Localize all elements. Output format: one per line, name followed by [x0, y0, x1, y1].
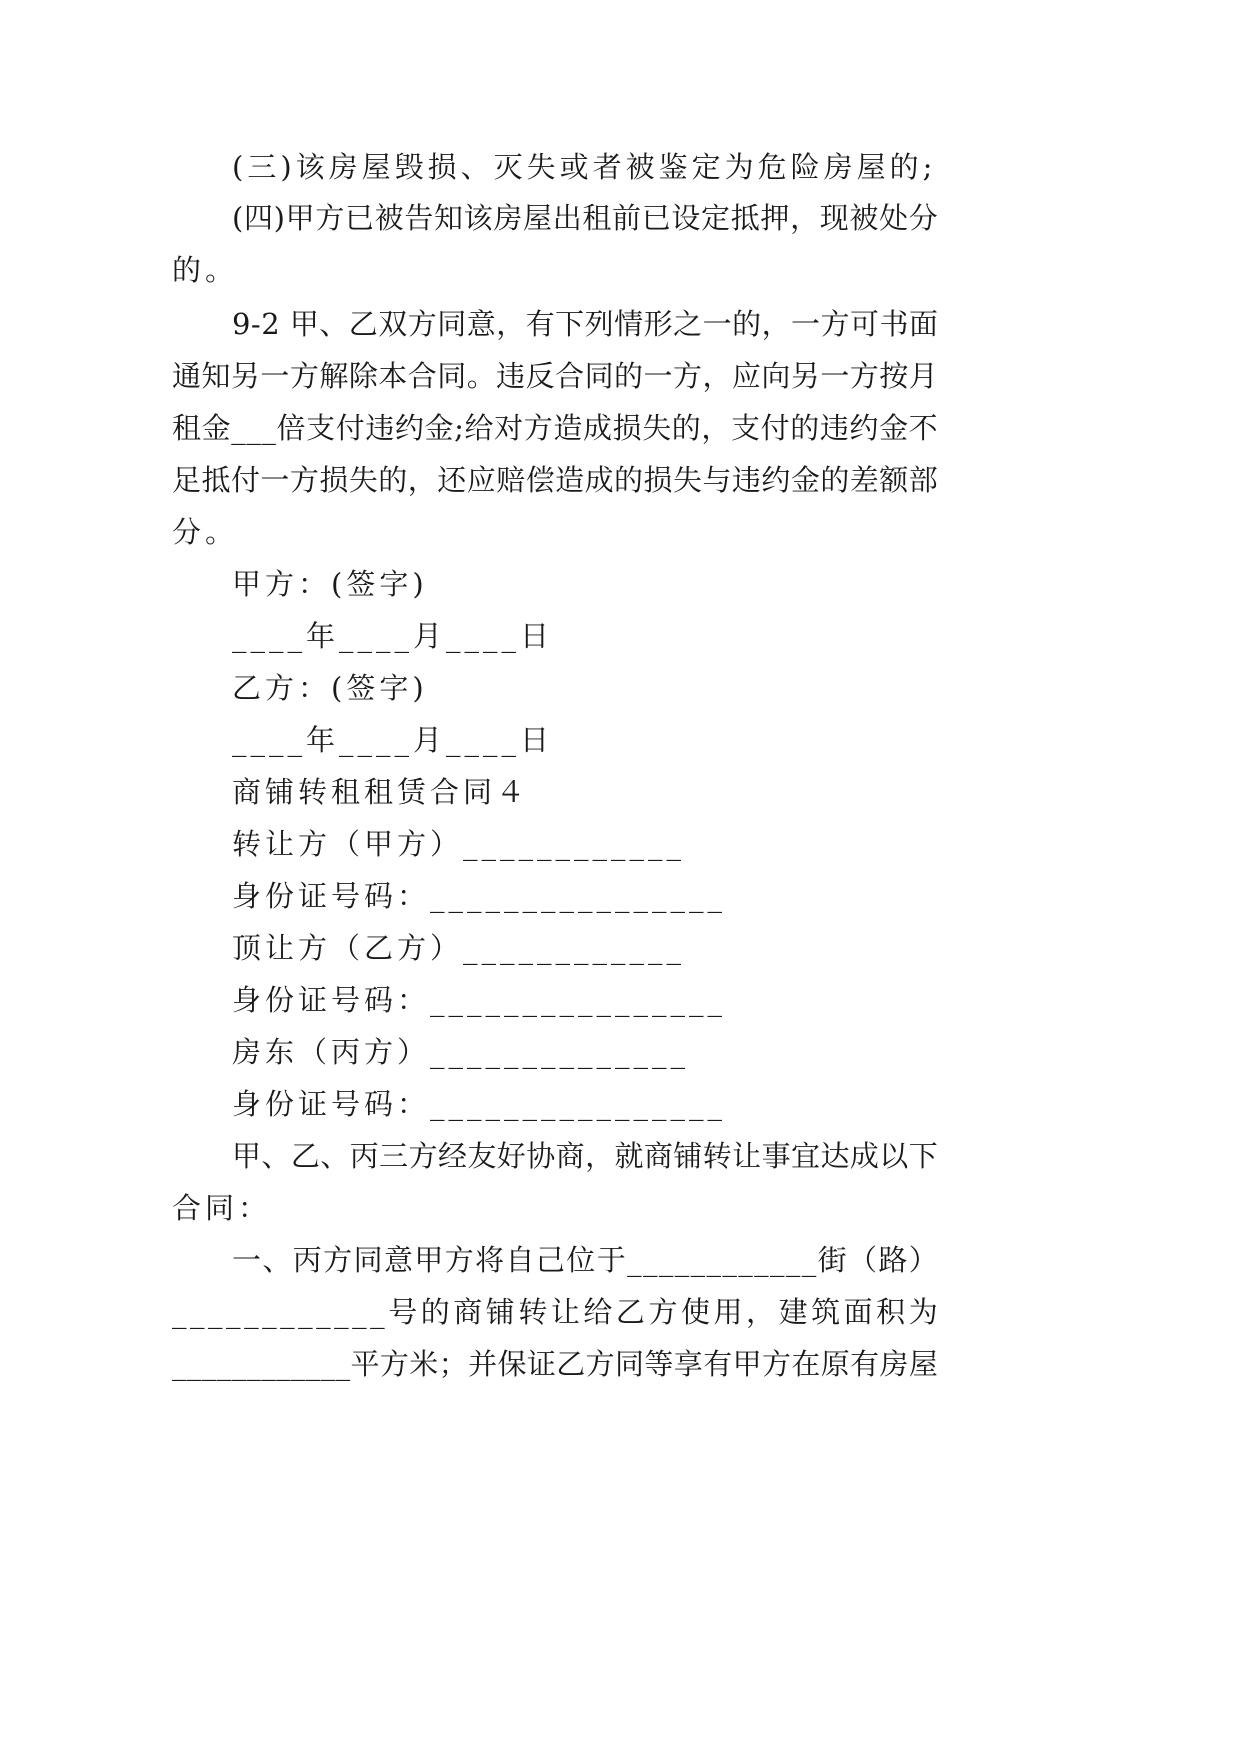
- glyph: 失: [348, 463, 378, 497]
- glyph: 双: [378, 307, 408, 341]
- glyph: 商: [643, 1139, 673, 1173]
- glyph: 约: [761, 463, 791, 497]
- glyph: 列: [584, 307, 614, 341]
- glyph: 反: [525, 359, 555, 393]
- glyph: 并: [468, 1347, 498, 1381]
- glyph: 知: [434, 201, 464, 235]
- glyph: _: [305, 1347, 321, 1381]
- glyph: 乙: [615, 1295, 645, 1329]
- glyph: 违: [496, 359, 526, 393]
- glyph: 铺: [673, 1139, 703, 1173]
- article-1-line-2: [172, 1295, 938, 1329]
- glyph: 除: [348, 359, 378, 393]
- glyph: 一: [260, 359, 290, 393]
- glyph: 让: [732, 1139, 762, 1173]
- glyph: _: [246, 1347, 261, 1381]
- glyph: 月: [908, 359, 938, 393]
- glyph: 金: [879, 411, 909, 445]
- glyph: 造: [553, 411, 583, 445]
- glyph: 的: [378, 463, 408, 497]
- glyph: 屋: [523, 201, 553, 235]
- glyph: 证: [526, 1347, 556, 1381]
- glyph: 友: [467, 1139, 497, 1173]
- glyph: 租: [582, 201, 612, 235]
- glyph: 方: [820, 307, 850, 341]
- clause-9-2-line-4: [172, 463, 938, 497]
- glyph: 、: [262, 1243, 292, 1277]
- glyph: 平: [350, 1347, 380, 1381]
- glyph: 的: [820, 463, 850, 497]
- glyph: 出: [552, 201, 582, 235]
- party-b-signature: 乙方：(签字): [232, 671, 428, 705]
- glyph: 成: [849, 1139, 879, 1173]
- glyph: 金: [201, 411, 231, 445]
- glyph: 方: [289, 463, 319, 497]
- glyph: 甲: [414, 1243, 444, 1277]
- glyph: _: [722, 1243, 737, 1277]
- glyph: 前: [612, 201, 642, 235]
- glyph: _: [334, 1295, 349, 1329]
- glyph: 就: [614, 1139, 644, 1173]
- clause-4-line-1: [232, 201, 938, 235]
- glyph: _: [352, 1295, 367, 1329]
- glyph: _: [674, 1243, 690, 1277]
- glyph: 的: [671, 411, 701, 445]
- glyph: 合: [555, 359, 585, 393]
- glyph: 享: [673, 1347, 703, 1381]
- glyph: 乙: [290, 1139, 320, 1173]
- glyph: 商: [555, 1139, 585, 1173]
- glyph: 方: [648, 1295, 678, 1329]
- glyph: 另: [790, 359, 820, 393]
- glyph: 意: [383, 1243, 413, 1277]
- glyph: _: [370, 1295, 385, 1329]
- glyph: ;: [454, 411, 464, 445]
- glyph: _: [244, 1295, 259, 1329]
- glyph: 的: [732, 307, 762, 341]
- glyph: _: [261, 1347, 276, 1381]
- glyph: 违: [819, 411, 849, 445]
- glyph: 、: [319, 307, 349, 341]
- glyph: 屋: [908, 1347, 938, 1381]
- glyph: 位: [566, 1243, 596, 1277]
- glyph: (: [232, 201, 244, 235]
- article-1-line-1: [232, 1243, 938, 1277]
- clause-3-line: (三)该房屋毁损、灭失或者被鉴定为危险房屋的;: [232, 150, 937, 184]
- glyph: ，: [407, 463, 437, 497]
- glyph: _: [231, 411, 246, 445]
- glyph: 租: [172, 411, 202, 445]
- glyph: 另: [230, 359, 260, 393]
- glyph: [280, 310, 289, 339]
- glyph: 方: [849, 359, 879, 393]
- glyph: 以: [879, 1139, 909, 1173]
- clause-9-2-line-1: [232, 307, 938, 341]
- glyph: 金: [790, 463, 820, 497]
- glyph: 丙: [292, 1243, 322, 1277]
- glyph: ，: [701, 411, 731, 445]
- glyph: _: [335, 1347, 351, 1381]
- glyph: 倍: [276, 411, 306, 445]
- glyph: 合: [407, 359, 437, 393]
- glyph: 甲: [285, 201, 315, 235]
- glyph: 知: [201, 359, 231, 393]
- glyph: _: [738, 1243, 753, 1277]
- glyph: 达: [820, 1139, 850, 1173]
- glyph: 一: [260, 463, 290, 497]
- glyph: 自: [505, 1243, 535, 1277]
- glyph: 三: [379, 1139, 409, 1173]
- transferee-id-field: 身份证号码：________________: [232, 983, 727, 1017]
- glyph: 方: [323, 1243, 353, 1277]
- glyph: ): [273, 201, 285, 235]
- glyph: 通: [172, 359, 202, 393]
- glyph: 房: [493, 201, 523, 235]
- glyph: 下: [555, 307, 585, 341]
- glyph: _: [246, 411, 261, 445]
- glyph: ，: [702, 359, 732, 393]
- glyph: 路: [878, 1243, 908, 1277]
- glyph: 设: [671, 201, 701, 235]
- glyph: ，: [761, 307, 791, 341]
- glyph: 足: [172, 463, 202, 497]
- glyph: 9: [232, 307, 251, 341]
- glyph: 一: [643, 359, 673, 393]
- glyph: 意: [466, 307, 496, 341]
- glyph: 号: [388, 1295, 418, 1329]
- glyph: 让: [550, 1295, 580, 1329]
- glyph: 可: [850, 307, 880, 341]
- glyph: 于: [596, 1243, 626, 1277]
- glyph: _: [690, 1243, 706, 1277]
- glyph: 乙: [348, 307, 378, 341]
- glyph: ，: [585, 1139, 615, 1173]
- glyph: _: [186, 1347, 202, 1381]
- glyph: 一: [820, 359, 850, 393]
- clause-4-line-2: 的。: [172, 253, 239, 287]
- glyph: 应: [731, 359, 761, 393]
- glyph: 已: [344, 201, 374, 235]
- glyph: 的: [614, 463, 644, 497]
- glyph: 给: [583, 1295, 613, 1329]
- glyph: 原: [820, 1347, 850, 1381]
- glyph: 方: [585, 1347, 615, 1381]
- glyph: 2: [261, 307, 280, 341]
- glyph: 被: [374, 201, 404, 235]
- preamble-line-1: [232, 1139, 938, 1173]
- glyph: 四: [243, 201, 273, 235]
- glyph: 不: [908, 411, 938, 445]
- glyph: ，: [746, 1295, 776, 1329]
- landlord-id-field: 身份证号码：________________: [232, 1087, 727, 1121]
- glyph: 宜: [791, 1139, 821, 1173]
- glyph: 本: [378, 359, 408, 393]
- glyph: 好: [496, 1139, 526, 1173]
- glyph: 书: [879, 307, 909, 341]
- glyph: 乙: [556, 1347, 586, 1381]
- party-b-date: ____年____月____日: [232, 723, 554, 757]
- glyph: 筑: [811, 1295, 841, 1329]
- glyph: 给: [464, 411, 494, 445]
- glyph: _: [754, 1243, 769, 1277]
- glyph: 之: [673, 307, 703, 341]
- glyph: 转: [518, 1295, 548, 1329]
- glyph: 对: [494, 411, 524, 445]
- glyph: 失: [672, 463, 702, 497]
- glyph: 的: [614, 359, 644, 393]
- glyph: ，: [496, 307, 526, 341]
- glyph: 付: [760, 411, 790, 445]
- glyph: 米: [409, 1347, 439, 1381]
- glyph: 额: [879, 463, 909, 497]
- glyph: 一: [791, 307, 821, 341]
- glyph: 付: [230, 463, 260, 497]
- party-a-date: ____年____月____日: [232, 619, 554, 653]
- glyph: 方: [407, 307, 437, 341]
- glyph: 方: [444, 1243, 474, 1277]
- glyph: 经: [437, 1139, 467, 1173]
- glyph: _: [231, 1347, 246, 1381]
- glyph: 的: [790, 411, 820, 445]
- landlord-field: 房东（丙方）______________: [232, 1035, 690, 1069]
- glyph: _: [172, 1295, 187, 1329]
- glyph: 下: [908, 1139, 938, 1173]
- glyph: 一: [702, 307, 732, 341]
- glyph: 付: [335, 411, 365, 445]
- glyph: 、: [320, 1139, 350, 1173]
- glyph: _: [658, 1243, 674, 1277]
- glyph: _: [261, 411, 276, 445]
- glyph: 损: [643, 463, 673, 497]
- transferor-id-field: 身份证号码：________________: [232, 879, 727, 913]
- glyph: _: [226, 1295, 241, 1329]
- glyph: -: [250, 307, 261, 341]
- glyph: _: [262, 1295, 277, 1329]
- glyph: 的: [420, 1295, 450, 1329]
- glyph: 铺: [485, 1295, 515, 1329]
- glyph: 面: [843, 1295, 873, 1329]
- glyph: 。: [466, 359, 496, 393]
- article-1-line-3: [172, 1347, 938, 1381]
- glyph: 成: [584, 463, 614, 497]
- glyph: 抵: [730, 201, 760, 235]
- glyph: 方: [315, 201, 345, 235]
- contract-title: 商铺转租租赁合同４: [232, 775, 530, 809]
- glyph: 方: [761, 1347, 791, 1381]
- glyph: 甲: [289, 307, 319, 341]
- glyph: _: [785, 1243, 801, 1277]
- glyph: 有: [703, 1347, 733, 1381]
- glyph: _: [208, 1295, 223, 1329]
- glyph: 情: [614, 307, 644, 341]
- glyph: 支: [731, 411, 761, 445]
- glyph: 转: [702, 1139, 732, 1173]
- glyph: 解: [319, 359, 349, 393]
- glyph: 损: [612, 411, 642, 445]
- glyph: 一: [232, 1243, 262, 1277]
- glyph: _: [706, 1243, 721, 1277]
- glyph: 方: [408, 1139, 438, 1173]
- glyph: _: [298, 1295, 313, 1329]
- glyph: 已: [641, 201, 671, 235]
- preamble-line-2: 合同：: [172, 1191, 272, 1225]
- glyph: 被: [849, 201, 879, 235]
- glyph: 向: [761, 359, 791, 393]
- glyph: 有: [525, 307, 555, 341]
- glyph: _: [276, 1347, 291, 1381]
- glyph: 积: [876, 1295, 906, 1329]
- glyph: 己: [535, 1243, 565, 1277]
- glyph: 抵: [201, 463, 231, 497]
- glyph: 约: [394, 411, 424, 445]
- clause-9-2-line-5: 分。: [172, 515, 239, 549]
- glyph: 约: [849, 411, 879, 445]
- glyph: _: [216, 1347, 232, 1381]
- glyph: 、: [261, 1139, 291, 1173]
- glyph: 同: [437, 307, 467, 341]
- glyph: ；: [438, 1347, 468, 1381]
- glyph: 房: [879, 1347, 909, 1381]
- glyph: 押: [760, 201, 790, 235]
- glyph: 面: [908, 307, 938, 341]
- glyph: 定: [701, 201, 731, 235]
- glyph: _: [320, 1347, 336, 1381]
- glyph: _: [769, 1243, 785, 1277]
- glyph: 方: [289, 359, 319, 393]
- glyph: 为: [908, 1295, 938, 1329]
- transferee-field: 顶让方（乙方）____________: [232, 931, 686, 965]
- clause-9-2-line-2: [172, 359, 938, 393]
- glyph: 方: [672, 359, 702, 393]
- glyph: 现: [819, 201, 849, 235]
- glyph: 同: [437, 359, 467, 393]
- glyph: _: [280, 1295, 295, 1329]
- glyph: 将: [475, 1243, 505, 1277]
- glyph: 还: [437, 463, 467, 497]
- glyph: 赔: [496, 463, 526, 497]
- glyph: 损: [319, 463, 349, 497]
- glyph: 支: [306, 411, 336, 445]
- glyph: 事: [761, 1139, 791, 1173]
- glyph: 失: [642, 411, 672, 445]
- glyph: 违: [731, 463, 761, 497]
- transferor-field: 转让方（甲方）____________: [232, 827, 686, 861]
- glyph: _: [172, 1347, 187, 1381]
- glyph: 分: [908, 201, 938, 235]
- glyph: _: [627, 1243, 642, 1277]
- glyph: 方: [379, 1347, 409, 1381]
- glyph: 造: [555, 463, 585, 497]
- glyph: 金: [424, 411, 454, 445]
- glyph: ）: [908, 1243, 938, 1277]
- glyph: 等: [644, 1347, 674, 1381]
- glyph: 部: [908, 463, 938, 497]
- glyph: 按: [879, 359, 909, 393]
- glyph: _: [642, 1243, 658, 1277]
- glyph: _: [801, 1243, 817, 1277]
- glyph: 用: [713, 1295, 743, 1329]
- glyph: 与: [702, 463, 732, 497]
- glyph: 甲: [232, 1139, 262, 1173]
- glyph: 街: [817, 1243, 847, 1277]
- glyph: ，: [790, 201, 820, 235]
- glyph: 商: [453, 1295, 483, 1329]
- glyph: _: [190, 1295, 205, 1329]
- glyph: 方: [523, 411, 553, 445]
- glyph: 丙: [349, 1139, 379, 1173]
- glyph: 使: [680, 1295, 710, 1329]
- glyph: 甲: [732, 1347, 762, 1381]
- glyph: 处: [879, 201, 909, 235]
- glyph: 该: [463, 201, 493, 235]
- glyph: 形: [643, 307, 673, 341]
- glyph: 建: [778, 1295, 808, 1329]
- glyph: （: [847, 1243, 877, 1277]
- glyph: 成: [582, 411, 612, 445]
- glyph: _: [291, 1347, 306, 1381]
- glyph: 保: [497, 1347, 527, 1381]
- glyph: 在: [791, 1347, 821, 1381]
- glyph: 差: [849, 463, 879, 497]
- glyph: 同: [615, 1347, 645, 1381]
- glyph: 告: [404, 201, 434, 235]
- glyph: 同: [353, 1243, 383, 1277]
- glyph: _: [316, 1295, 331, 1329]
- glyph: 应: [466, 463, 496, 497]
- glyph: _: [201, 1347, 217, 1381]
- glyph: 偿: [525, 463, 555, 497]
- clause-9-2-line-3: [172, 411, 938, 445]
- glyph: 有: [850, 1347, 880, 1381]
- glyph: 同: [584, 359, 614, 393]
- party-a-signature: 甲方：(签字): [232, 567, 428, 601]
- glyph: 协: [526, 1139, 556, 1173]
- glyph: 违: [365, 411, 395, 445]
